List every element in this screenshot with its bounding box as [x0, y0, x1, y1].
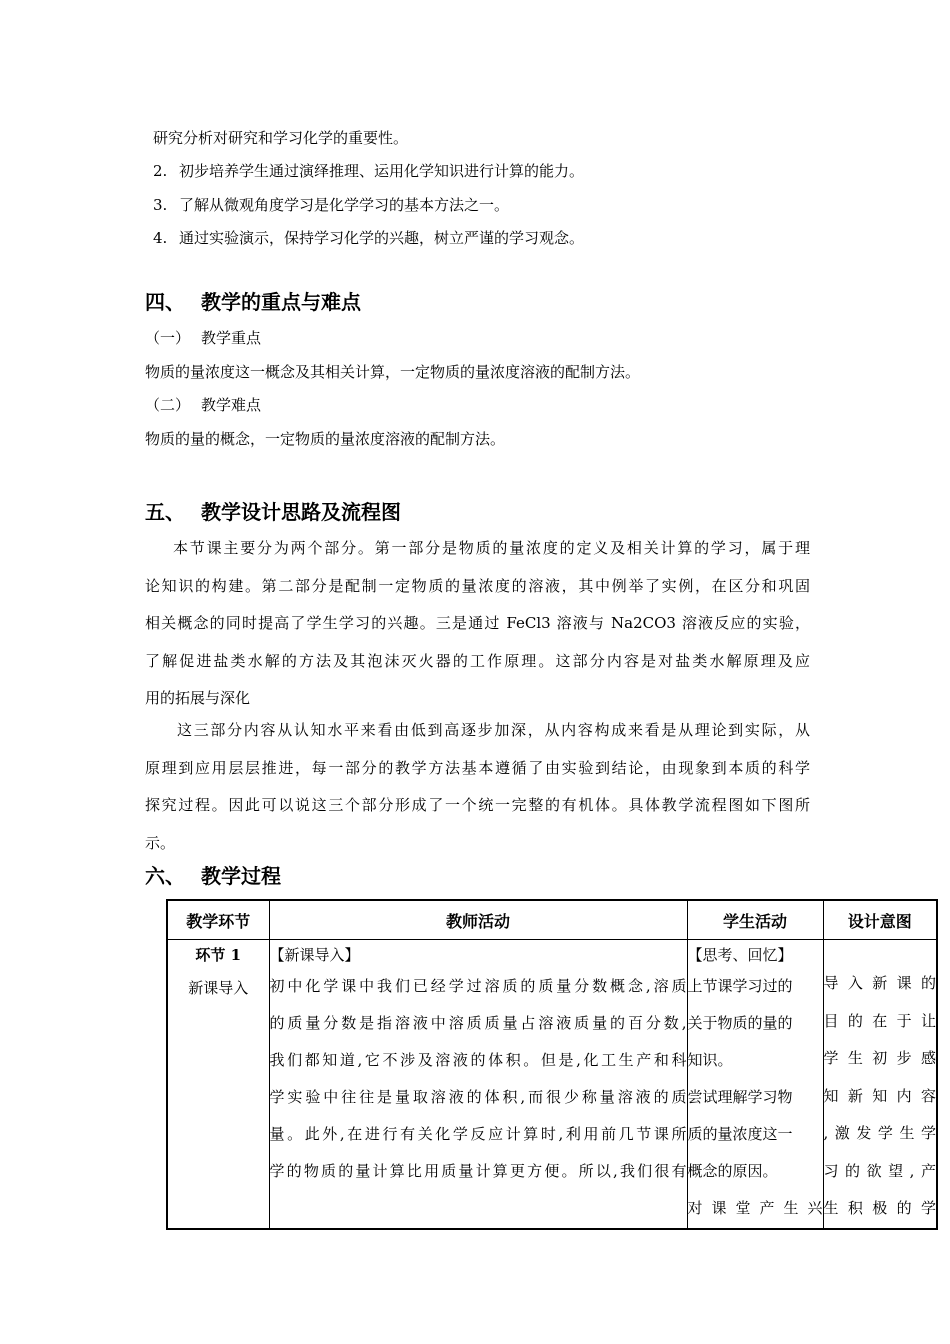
difficult-points-text: 物质的量的概念，一定物质的量浓度溶液的配制方法。: [145, 430, 506, 448]
cell-line: 知识。: [687, 1051, 733, 1069]
cell-line: 关于物质的量的: [687, 1014, 793, 1032]
section-4-heading: [145, 289, 361, 315]
paragraph-line: 本节课主要分为两个部分。第一部分是物质的量浓度的定义及相关计算的学习，属于理: [173, 539, 810, 557]
section-number: 五、: [145, 500, 185, 524]
objective-text: 通过实验演示，保持学习化学的兴趣，树立严谨的学习观念。: [179, 229, 585, 247]
cell-line: 初中化学课中我们已经学过溶质的质量分数概念,溶质: [269, 977, 687, 995]
design-intent-cell: [823, 940, 937, 1229]
stage-number: 环节 1: [195, 946, 242, 964]
key-points-text: 物质的量浓度这一概念及其相关计算，一定物质的量浓度溶液的配制方法。: [145, 363, 641, 381]
subsection-key-points: [145, 328, 261, 348]
section-title: 教学设计思路及流程图: [201, 500, 401, 524]
cell-line: 上节课学习过的: [687, 977, 793, 995]
section-title: 教学的重点与难点: [201, 290, 361, 314]
header-student-activity: 学生活动: [687, 900, 823, 940]
cell-line: 【思考、回忆】: [687, 946, 793, 964]
cell-line: 知新知内容: [823, 1086, 936, 1105]
cell-line: 学生初步感: [823, 1049, 936, 1067]
objective-number: 2.: [153, 162, 168, 180]
cell-line: 学的物质的量计算比用质量计算更方便。所以,我们很有: [269, 1162, 687, 1180]
cell-line: 量。此外,在进行有关化学反应计算时,利用前几节课所: [269, 1125, 687, 1143]
paragraph-line: 了解促进盐类水解的方法及其泡沫灭火器的工作原理。这部分内容是对盐类水解原理及应: [145, 651, 810, 670]
cell-line: 学实验中往往是量取溶液的体积,而很少称量溶液的质: [269, 1088, 687, 1106]
subsection-title: 教学重点: [201, 329, 262, 347]
paragraph-line: 探究过程。因此可以说这三个部分形成了一个统一完整的有机体。具体教学流程图如下图所: [145, 796, 810, 814]
subsection-title: 教学难点: [201, 396, 262, 414]
cell-line: 生积极的学: [823, 1199, 936, 1217]
teacher-activity-cell: [269, 940, 687, 1229]
paragraph-line: 相关概念的同时提高了学生学习的兴趣。三是通过 FeCl3 溶液与 Na2CO3 溶液反应的实验，: [145, 614, 810, 632]
paragraph-line: 这三部分内容从认知水平来看由低到高逐步加深，从内容构成来看是从理论到实际，从: [177, 721, 810, 739]
section-5-heading: [145, 499, 401, 525]
paragraph-line: 论知识的构建。第二部分是配制一定物质的量浓度的溶液，其中例举了实例，在区分和巩固: [145, 576, 810, 595]
subsection-difficult-points: [145, 395, 261, 415]
section-title: 教学过程: [201, 864, 281, 888]
cell-line: ,激发学生学: [823, 1124, 936, 1142]
objective-item-2: [153, 161, 584, 181]
objective-text: 了解从微观角度学习是化学学习的基本方法之一。: [179, 196, 510, 214]
subsection-number: （二）: [145, 396, 191, 414]
cell-line: 质的量浓度这一: [687, 1125, 793, 1143]
subsection-number: （一）: [145, 329, 191, 347]
paragraph-line: 用的拓展与深化: [145, 689, 251, 707]
section-number: 四、: [145, 290, 185, 314]
cell-line: 对课堂产生兴: [687, 1199, 823, 1217]
student-activity-cell: [687, 940, 823, 1229]
stage-cell: [167, 940, 269, 1229]
paragraph-line: 示。: [145, 833, 176, 852]
objective-text: 初步培养学生通过演绎推理、运用化学知识进行计算的能力。: [179, 162, 585, 180]
cell-line: 目的在于让: [823, 1011, 936, 1030]
header-stage: 教学环节: [167, 900, 269, 940]
cell-line: 导入新课的: [823, 974, 936, 992]
cell-line: 习的欲望,产: [823, 1161, 936, 1180]
design-paragraph-2: [145, 712, 810, 862]
objective-item-4: [153, 228, 584, 248]
stage-name: 新课导入: [188, 979, 249, 997]
cell-line: 【新课导入】: [269, 946, 360, 964]
header-design-intent: 设计意图: [823, 900, 937, 940]
table-row: [167, 940, 937, 1229]
cell-line: 尝试理解学习物: [687, 1088, 793, 1106]
objective-continued-line: 研究分析对研究和学习化学的重要性。: [153, 129, 409, 147]
header-teacher-activity: 教师活动: [269, 900, 687, 940]
objective-item-3: [153, 195, 509, 215]
cell-line: 概念的原因。: [687, 1162, 778, 1180]
design-paragraph-1: [145, 530, 810, 718]
section-number: 六、: [145, 864, 185, 888]
objective-number: 3.: [153, 196, 168, 214]
section-6-heading: [145, 863, 281, 889]
objective-number: 4.: [153, 229, 168, 247]
teaching-process-table: [166, 899, 938, 1230]
cell-line: 的质量分数是指溶液中溶质质量占溶液质量的百分数,: [269, 1014, 687, 1032]
cell-line: 我们都知道,它不涉及溶液的体积。但是,化工生产和科: [269, 1051, 687, 1069]
paragraph-line: 原理到应用层层推进，每一部分的教学方法基本遵循了由实验到结论，由现象到本质的科学: [145, 758, 810, 777]
table-header-row: [167, 900, 937, 940]
